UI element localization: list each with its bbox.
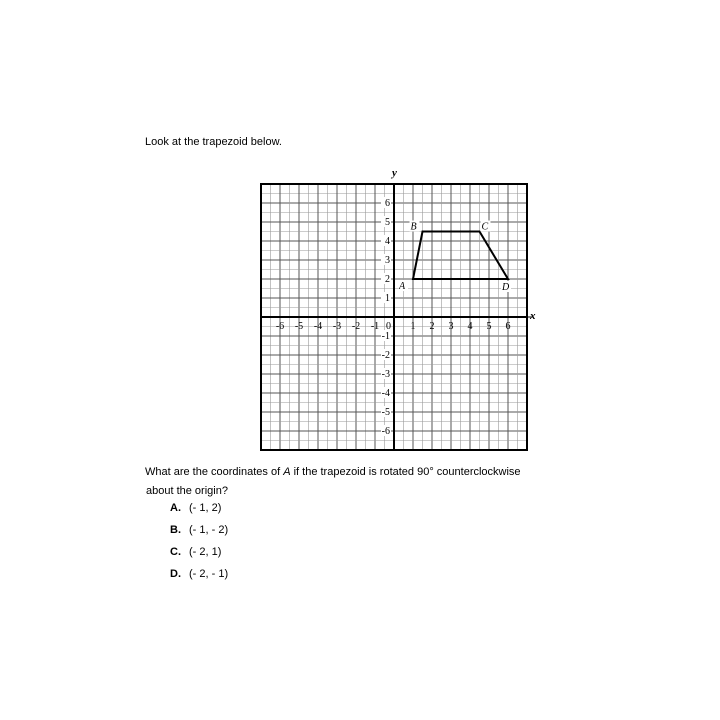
y-axis-label: y [392,167,397,179]
x-tick-label: 5 [486,321,492,332]
question-part1: What are the coordinates of [145,466,284,478]
x-tick-label: 2 [429,321,435,332]
x-tick-label: 6 [505,321,511,332]
vertex-label-b: B [410,221,417,233]
y-tick-label: 4 [385,236,390,247]
choice-d[interactable] [170,568,228,590]
intro-text: Look at the trapezoid below. [145,136,282,148]
x-tick-label: 4 [467,321,473,332]
y-tick-label: -6 [381,426,390,437]
y-tick-label: 3 [385,255,390,266]
y-tick-label: -1 [381,331,390,342]
question-text [145,463,585,501]
y-tick-label: -2 [381,350,390,361]
question-variable: A [283,466,291,478]
y-tick-label: 2 [385,274,390,285]
x-tick-label: -2 [351,321,361,332]
choice-text: (- 2, 1) [189,546,222,558]
x-tick-label: -1 [370,321,380,332]
choice-text: (- 2, - 1) [189,568,229,580]
y-tick-label: 6 [385,198,390,209]
x-tick-label: -4 [313,321,323,332]
answer-choices [170,502,228,590]
choice-text: (- 1, - 2) [189,524,229,536]
question-line2: about the origin? [146,485,228,497]
choice-letter: B. [170,524,181,536]
choice-c[interactable] [170,546,228,568]
choice-text: (- 1, 2) [189,502,222,514]
choice-a[interactable] [170,502,228,524]
x-tick-label: -3 [332,321,342,332]
choice-letter: A. [170,502,181,514]
choice-letter: D. [170,568,181,580]
y-tick-label: 5 [385,217,390,228]
vertex-label-a: A [399,281,406,292]
origin-label: 0 [386,321,391,332]
question-part2: if the trapezoid is rotated 90° counterclockwise [290,466,521,478]
vertex-label-d: D [502,282,510,293]
vertex-label-c: C [481,221,489,233]
x-tick-label: 1 [410,321,416,332]
x-axis-label: x [530,310,536,322]
y-tick-label: -5 [381,407,390,418]
y-tick-label: -3 [381,369,390,380]
x-tick-label: 3 [448,321,454,332]
y-tick-label: 1 [385,293,390,304]
x-tick-label: -6 [275,321,285,332]
x-tick-label: -5 [294,321,304,332]
choice-b[interactable] [170,524,228,546]
y-tick-label: -4 [381,388,390,399]
choice-letter: C. [170,546,181,558]
